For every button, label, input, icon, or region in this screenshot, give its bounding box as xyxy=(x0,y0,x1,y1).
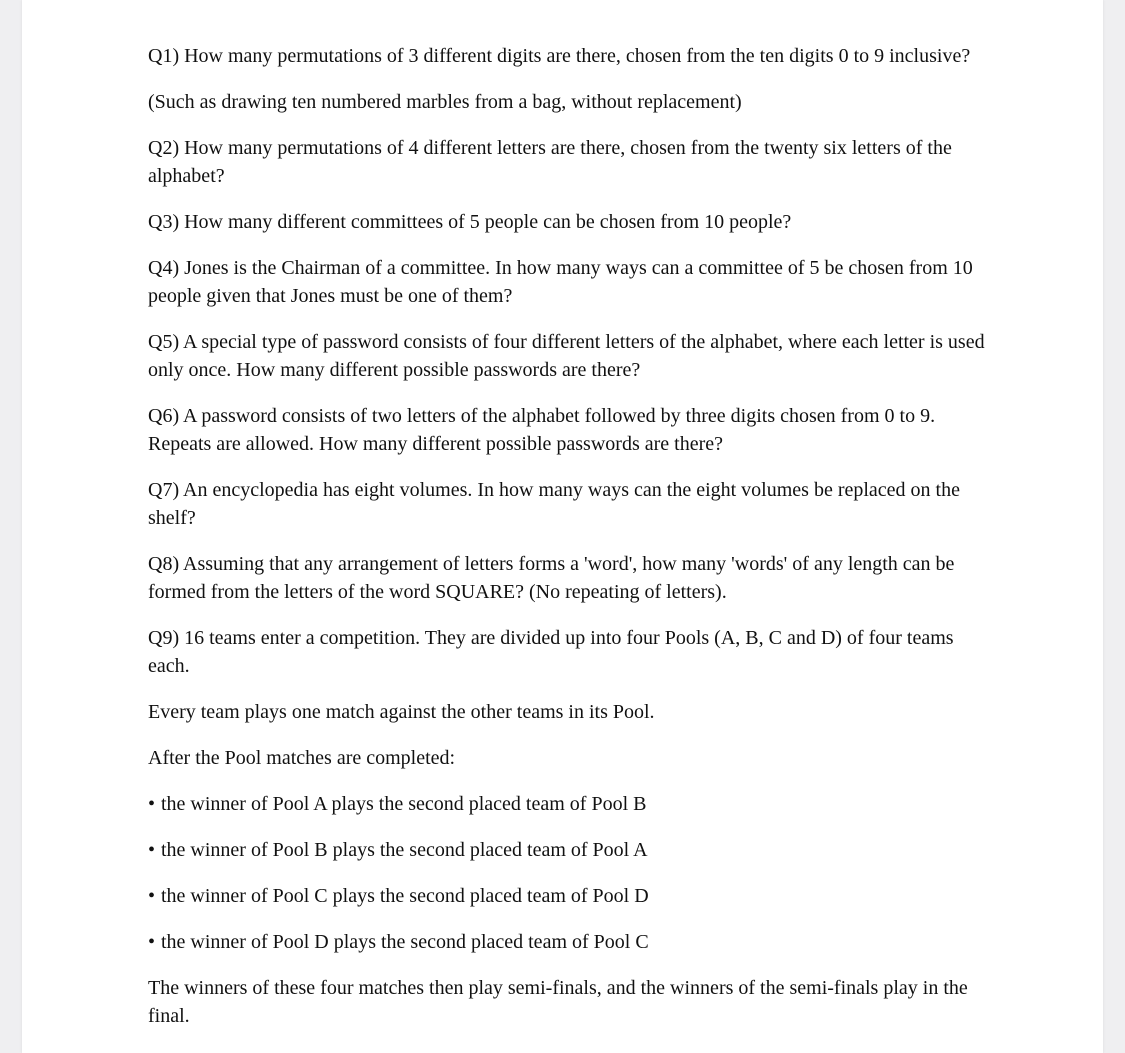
bullet-text: the winner of Pool C plays the second placed team of Pool D xyxy=(161,885,649,907)
bullet-item xyxy=(148,836,993,864)
closing-text: The winners of these four matches then play semi-finals, and the winners of the semi-finals play in the final. xyxy=(148,977,968,1027)
q8-text: Q8) Assuming that any arrangement of letters forms a 'word', how many 'words' of any length can be formed from the letters of the word SQUARE? (No repeating of letters). xyxy=(148,553,955,603)
q9-pool-rule: Every team plays one match against the other teams in its Pool. xyxy=(148,701,655,723)
q5-text: Q5) A special type of password consists of four different letters of the alphabet, where each letter is used only once. How many different possible passwords are there? xyxy=(148,331,985,381)
bullet-marker: • xyxy=(148,885,156,907)
bullet-marker: • xyxy=(148,839,156,861)
q9-after-pool: After the Pool matches are completed: xyxy=(148,747,456,769)
document-page xyxy=(22,0,1103,1053)
q1-text: Q1) How many permutations of 3 different digits are there, chosen from the ten digits 0 to 9 inclusive? xyxy=(148,45,971,67)
bullet-text: the winner of Pool D plays the second placed team of Pool C xyxy=(161,931,649,953)
bullet-text: the winner of Pool A plays the second placed team of Pool B xyxy=(161,793,647,815)
q4-text: Q4) Jones is the Chairman of a committee. In how many ways can a committee of 5 be chosen from 10 people given that Jones must be one of them? xyxy=(148,257,973,307)
bullet-text: the winner of Pool B plays the second placed team of Pool A xyxy=(161,839,648,861)
q3-text: Q3) How many different committees of 5 people can be chosen from 10 people? xyxy=(148,211,792,233)
bullet-marker: • xyxy=(148,931,156,953)
document-content xyxy=(148,42,993,1048)
q9-text: Q9) 16 teams enter a competition. They are divided up into four Pools (A, B, C and D) of four teams each. xyxy=(148,627,954,677)
bullet-item xyxy=(148,882,993,910)
q1-note: (Such as drawing ten numbered marbles from a bag, without replacement) xyxy=(148,91,742,113)
q2-text: Q2) How many permutations of 4 different letters are there, chosen from the twenty six letters of the alphabet? xyxy=(148,137,952,187)
q6-text: Q6) A password consists of two letters of the alphabet followed by three digits chosen from 0 to 9. Repeats are allowed. How many different possible passwords are there? xyxy=(148,405,936,455)
q7-text: Q7) An encyclopedia has eight volumes. In how many ways can the eight volumes be replaced on the shelf? xyxy=(148,479,960,529)
bullet-item xyxy=(148,928,993,956)
bullet-item xyxy=(148,790,993,818)
bullet-marker: • xyxy=(148,793,156,815)
